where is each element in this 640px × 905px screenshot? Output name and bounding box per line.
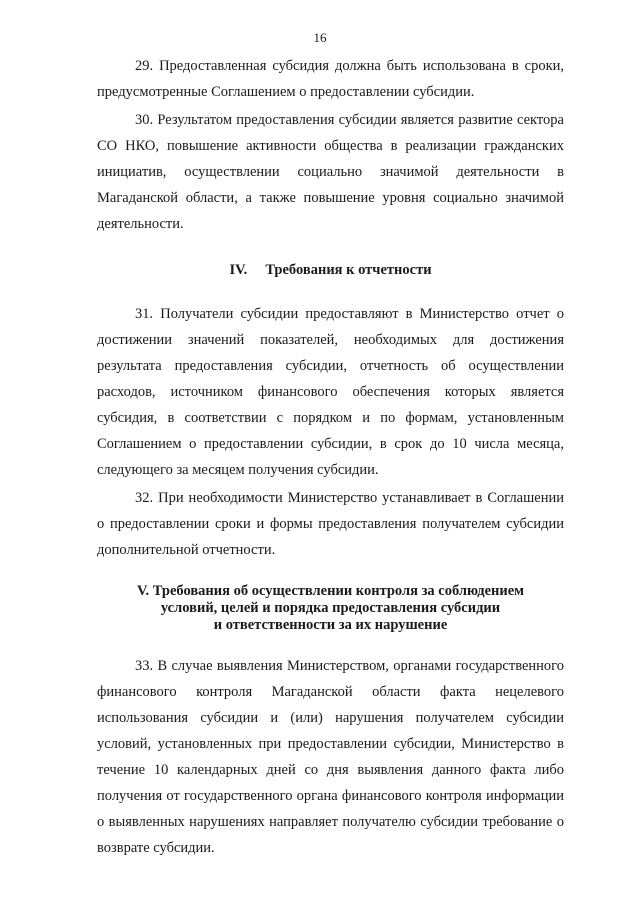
- section-v-heading: [97, 583, 564, 634]
- section-iv-title: Требования к отчетности: [265, 262, 432, 278]
- section-iv-heading: [97, 259, 564, 281]
- paragraph-29: 29. Предоставленная субсидия должна быть использована в сроки, предусмотренные Соглашением о предоставлении субсидии.: [97, 58, 564, 100]
- paragraph-33: 33. В случае выявления Министерством, органами государственного финансового контроля Магаданской области факта нецелевого использования субсидии и (или) нарушения получателем субсидии условий, установленных при предоставлении субсидии, Министерство в течение 10 календарных дней со дня выявления данного факта либо получения от государственного органа финансового контроля информации о выявленных нарушениях направляет получателю субсидии требование о возврате субсидии.: [97, 658, 564, 856]
- section-v-title-line: условий, целей и порядка предоставления субсидии: [160, 600, 501, 616]
- section-v-title-line: и ответственности за их нарушение: [213, 617, 448, 633]
- page-number: 16: [313, 30, 327, 45]
- paragraph-31: 31. Получатели субсидии предоставляют в Министерство отчет о достижении значений показателей, необходимых для достижения результата предоставления субсидии, отчетность об осуществлении расходов, источником финансового обеспечения которых является субсидия, в соответствии с порядком и по формам, установленным Соглашением о предоставлении субсидии, в срок до 10 числа месяца, следующего за месяцем получения субсидии.: [97, 306, 564, 478]
- document-body: [97, 53, 564, 861]
- paragraph-30: 30. Результатом предоставления субсидии является развитие сектора СО НКО, повышение активности общества в реализации гражданских инициатив, осуществлении социально значимой деятельности в Магаданской области, а также повышение уровня социально значимой деятельности.: [97, 112, 564, 232]
- section-iv-number: IV.: [229, 262, 248, 278]
- paragraph-32: 32. При необходимости Министерство устанавливает в Соглашении о предоставлении сроки и формы предоставления получателем субсидии дополнительной отчетности.: [97, 490, 564, 558]
- section-v-title-line: V. Требования об осуществлении контроля за соблюдением: [136, 583, 525, 599]
